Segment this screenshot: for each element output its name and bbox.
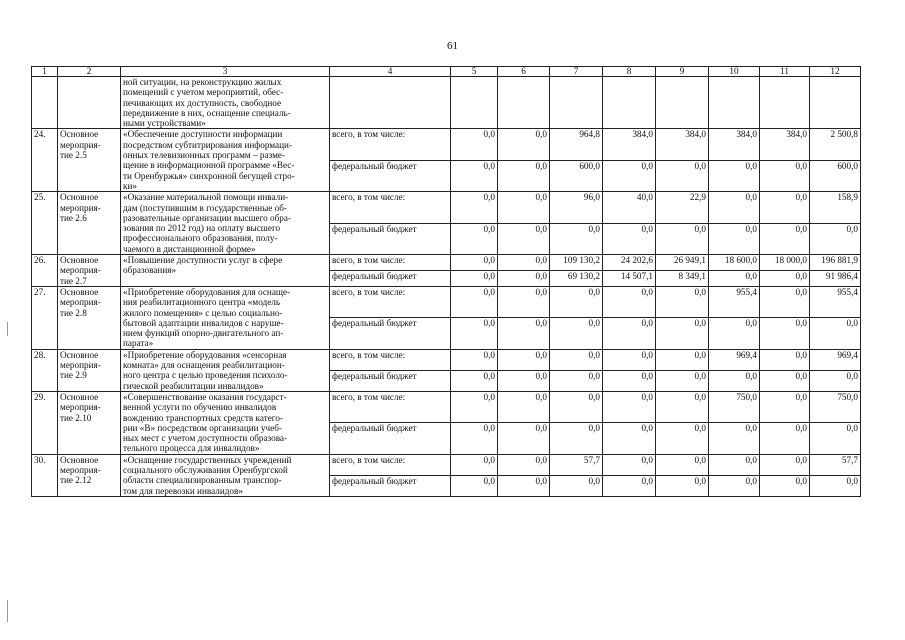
row-number: 27. xyxy=(32,286,58,349)
amount-cell: 0,0 xyxy=(603,475,656,496)
text-line: «Совершенствование оказания государст- xyxy=(123,391,287,402)
amount-cell: 0,0 xyxy=(550,475,603,496)
text-line: Основное xyxy=(60,391,99,402)
text-line: бытовой адаптации инвалидов с наруше- xyxy=(123,317,284,328)
activity-type xyxy=(58,192,121,255)
text-line: Основное xyxy=(60,129,99,140)
row-number: 30. xyxy=(32,454,58,496)
amount-cell: 955,4 xyxy=(810,286,861,317)
activity-title xyxy=(121,454,330,496)
text-line: ки» xyxy=(123,180,137,191)
text-line: мероприя- xyxy=(60,297,101,308)
text-line: Основное xyxy=(60,349,99,360)
text-line: ными устройствами» xyxy=(123,118,206,129)
amount-cell: 0,0 xyxy=(709,454,760,475)
text-line: онных телевизионных программ – разме- xyxy=(123,150,286,161)
amount-cell: 18 600,0 xyxy=(709,255,760,271)
amount-cell: 0,0 xyxy=(709,423,760,454)
header-cell: 5 xyxy=(451,67,498,77)
text-line: «Повышение доступности услуг в сфере xyxy=(123,255,283,266)
empty-cell xyxy=(32,77,58,129)
amount-cell: 109 130,2 xyxy=(550,255,603,271)
text-line: Основное xyxy=(60,192,99,203)
text-line: «Приобретение оборудования «сенсорная xyxy=(123,349,287,360)
header-cell: 3 xyxy=(121,67,330,77)
header-cell: 10 xyxy=(709,67,760,77)
carry-over-row xyxy=(32,77,861,129)
amount-cell: 0,0 xyxy=(451,286,498,317)
table-body xyxy=(32,67,861,497)
header-row xyxy=(32,67,861,77)
text-line: ния реабилитационного центра «модель xyxy=(123,297,281,308)
header-cell: 6 xyxy=(498,67,550,77)
amount-cell: 0,0 xyxy=(451,475,498,496)
text-line: образования» xyxy=(123,265,177,276)
amount-cell: 600,0 xyxy=(810,160,861,191)
amount-cell: 0,0 xyxy=(760,160,810,191)
text-line: социального обслуживания Оренбургской xyxy=(123,464,288,475)
activity-type xyxy=(58,286,121,349)
activity-title xyxy=(121,391,330,454)
text-line: ного центра с целью проведения психоло- xyxy=(123,370,288,381)
text-line: разовательные организации высшего обра- xyxy=(123,212,292,223)
empty-cell xyxy=(709,77,760,129)
row-number: 29. xyxy=(32,391,58,454)
amount-cell: 0,0 xyxy=(451,270,498,286)
amount-cell: 0,0 xyxy=(451,454,498,475)
amount-cell: 0,0 xyxy=(498,423,550,454)
activity-type xyxy=(58,349,121,391)
amount-cell: 0,0 xyxy=(656,370,709,391)
text-line: тие 2.7 xyxy=(60,275,87,286)
amount-cell: 969,4 xyxy=(810,349,861,370)
amount-cell: 0,0 xyxy=(451,160,498,191)
row-number: 26. xyxy=(32,255,58,287)
row-number: 24. xyxy=(32,129,58,192)
text-line: тие 2.5 xyxy=(60,150,87,161)
text-line: рии «В» посредством организации учеб- xyxy=(123,422,282,433)
amount-cell: 0,0 xyxy=(656,160,709,191)
amount-cell: 0,0 xyxy=(709,192,760,223)
carry-over-text xyxy=(121,77,330,129)
amount-cell: 0,0 xyxy=(603,286,656,317)
funding-source: всего, в том числе: xyxy=(330,454,451,475)
table-row xyxy=(32,255,861,271)
text-line: ти Оренбуржья» синхронной бегущей стро- xyxy=(123,170,295,181)
amount-cell: 0,0 xyxy=(760,454,810,475)
amount-cell: 0,0 xyxy=(603,391,656,422)
amount-cell: 0,0 xyxy=(498,129,550,160)
activity-type xyxy=(58,255,121,287)
amount-cell: 0,0 xyxy=(451,318,498,349)
text-line: Основное xyxy=(60,255,99,266)
amount-cell: 0,0 xyxy=(451,129,498,160)
amount-cell: 384,0 xyxy=(603,129,656,160)
amount-cell: 0,0 xyxy=(603,160,656,191)
text-line: профессионального образования, полу- xyxy=(123,233,278,244)
amount-cell: 0,0 xyxy=(498,475,550,496)
amount-cell: 40,0 xyxy=(603,192,656,223)
header-cell: 1 xyxy=(32,67,58,77)
funding-source: всего, в том числе: xyxy=(330,192,451,223)
amount-cell: 14 507,1 xyxy=(603,270,656,286)
row-number: 25. xyxy=(32,192,58,255)
amount-cell: 955,4 xyxy=(709,286,760,317)
table-row xyxy=(32,286,861,317)
amount-cell: 0,0 xyxy=(656,475,709,496)
funding-source: всего, в том числе: xyxy=(330,391,451,422)
text-line: «Оказание материальной помощи инвали- xyxy=(123,192,289,203)
amount-cell: 26 949,1 xyxy=(656,255,709,271)
amount-cell: 0,0 xyxy=(603,349,656,370)
text-line: нием функций опорно-двигательного ап- xyxy=(123,328,284,339)
amount-cell: 196 881,9 xyxy=(810,255,861,271)
text-line: тие 2.8 xyxy=(60,307,87,318)
table-row xyxy=(32,454,861,475)
amount-cell: 69 130,2 xyxy=(550,270,603,286)
funding-source: федеральный бюджет xyxy=(330,223,451,254)
amount-cell: 0,0 xyxy=(498,192,550,223)
amount-cell: 0,0 xyxy=(550,223,603,254)
amount-cell: 0,0 xyxy=(498,223,550,254)
empty-cell xyxy=(498,77,550,129)
amount-cell: 0,0 xyxy=(709,270,760,286)
amount-cell: 0,0 xyxy=(709,223,760,254)
funding-source: всего, в том числе: xyxy=(330,286,451,317)
amount-cell: 2 500,8 xyxy=(810,129,861,160)
text-line: помещений с учетом мероприятий, обес- xyxy=(123,87,284,98)
text-line: парата» xyxy=(123,338,154,349)
margin-mark xyxy=(7,322,8,336)
amount-cell: 8 349,1 xyxy=(656,270,709,286)
amount-cell: 0,0 xyxy=(451,255,498,271)
amount-cell: 964,8 xyxy=(550,129,603,160)
amount-cell: 0,0 xyxy=(656,423,709,454)
amount-cell: 0,0 xyxy=(810,423,861,454)
table-row xyxy=(32,349,861,370)
amount-cell: 0,0 xyxy=(656,318,709,349)
text-line: мероприя- xyxy=(60,402,101,413)
activity-title xyxy=(121,349,330,391)
amount-cell: 0,0 xyxy=(498,318,550,349)
amount-cell: 384,0 xyxy=(760,129,810,160)
amount-cell: 0,0 xyxy=(550,370,603,391)
activity-type xyxy=(58,391,121,454)
activity-title xyxy=(121,255,330,287)
text-line: мероприя- xyxy=(60,464,101,475)
amount-cell: 0,0 xyxy=(760,270,810,286)
text-line: печивающих их доступность, свободное xyxy=(123,97,282,108)
funding-source: федеральный бюджет xyxy=(330,370,451,391)
header-cell: 2 xyxy=(58,67,121,77)
amount-cell: 0,0 xyxy=(760,192,810,223)
amount-cell: 158,9 xyxy=(810,192,861,223)
empty-cell xyxy=(58,77,121,129)
funding-source: федеральный бюджет xyxy=(330,423,451,454)
amount-cell: 0,0 xyxy=(498,286,550,317)
amount-cell: 0,0 xyxy=(760,223,810,254)
amount-cell: 0,0 xyxy=(603,423,656,454)
amount-cell: 0,0 xyxy=(498,270,550,286)
text-line: Основное xyxy=(60,286,99,297)
amount-cell: 0,0 xyxy=(603,370,656,391)
amount-cell: 22,9 xyxy=(656,192,709,223)
empty-cell xyxy=(603,77,656,129)
amount-cell: 0,0 xyxy=(498,391,550,422)
amount-cell: 0,0 xyxy=(498,160,550,191)
amount-cell: 0,0 xyxy=(760,370,810,391)
table-row xyxy=(32,192,861,223)
amount-cell: 0,0 xyxy=(550,423,603,454)
text-line: мероприя- xyxy=(60,360,101,371)
text-line: комната» для оснащения реабилитацион- xyxy=(123,360,285,371)
amount-cell: 0,0 xyxy=(760,286,810,317)
amount-cell: 0,0 xyxy=(810,318,861,349)
text-line: зования по 2012 год) на оплату высшего xyxy=(123,223,281,234)
text-line: тие 2.6 xyxy=(60,212,87,223)
text-line: дам (поступившим в государственные об- xyxy=(123,202,287,213)
amount-cell: 96,0 xyxy=(550,192,603,223)
amount-cell: 750,0 xyxy=(709,391,760,422)
funding-source: всего, в том числе: xyxy=(330,129,451,160)
amount-cell: 0,0 xyxy=(656,223,709,254)
header-cell: 8 xyxy=(603,67,656,77)
text-line: мероприя- xyxy=(60,139,101,150)
amount-cell: 18 000,0 xyxy=(760,255,810,271)
text-line: тельного процесса для инвалидов» xyxy=(123,443,260,454)
funding-source: всего, в том числе: xyxy=(330,255,451,271)
amount-cell: 600,0 xyxy=(550,160,603,191)
funding-source: федеральный бюджет xyxy=(330,318,451,349)
amount-cell: 0,0 xyxy=(810,475,861,496)
empty-cell xyxy=(760,77,810,129)
text-line: гической реабилитации инвалидов» xyxy=(123,380,264,391)
text-line: тие 2.10 xyxy=(60,412,92,423)
funding-source: федеральный бюджет xyxy=(330,475,451,496)
text-line: мероприя- xyxy=(60,265,101,276)
text-line: «Оснащение государственных учреждений xyxy=(123,454,292,465)
header-cell: 12 xyxy=(810,67,861,77)
text-line: посредством субтитрирования информаци- xyxy=(123,139,293,150)
amount-cell: 0,0 xyxy=(656,286,709,317)
empty-cell xyxy=(451,77,498,129)
amount-cell: 0,0 xyxy=(810,370,861,391)
margin-mark xyxy=(7,600,8,622)
activity-type xyxy=(58,129,121,192)
amount-cell: 0,0 xyxy=(760,475,810,496)
amount-cell: 0,0 xyxy=(709,318,760,349)
amount-cell: 0,0 xyxy=(451,370,498,391)
empty-cell xyxy=(330,77,451,129)
amount-cell: 24 202,6 xyxy=(603,255,656,271)
amount-cell: 0,0 xyxy=(603,454,656,475)
amount-cell: 0,0 xyxy=(709,475,760,496)
amount-cell: 0,0 xyxy=(760,318,810,349)
amount-cell: 57,7 xyxy=(810,454,861,475)
text-line: щение в информационной программе «Вес- xyxy=(123,160,295,171)
activity-title xyxy=(121,192,330,255)
activity-type xyxy=(58,454,121,496)
text-line: области специализированным транспор- xyxy=(123,475,282,486)
amount-cell: 0,0 xyxy=(451,423,498,454)
amount-cell: 0,0 xyxy=(498,349,550,370)
text-line: венной услуги по обучению инвалидов xyxy=(123,402,277,413)
row-number: 28. xyxy=(32,349,58,391)
text-line: мероприя- xyxy=(60,202,101,213)
text-line: жилого помещения» с целью социально- xyxy=(123,307,283,318)
amount-cell: 0,0 xyxy=(603,223,656,254)
amount-cell: 0,0 xyxy=(451,192,498,223)
amount-cell: 0,0 xyxy=(810,223,861,254)
header-cell: 11 xyxy=(760,67,810,77)
text-line: тие 2.9 xyxy=(60,370,87,381)
funding-source: федеральный бюджет xyxy=(330,270,451,286)
header-cell: 9 xyxy=(656,67,709,77)
header-cell: 7 xyxy=(550,67,603,77)
table-row xyxy=(32,129,861,160)
budget-table xyxy=(31,66,861,497)
text-line: ной ситуации, на реконструкцию жилых xyxy=(123,77,282,87)
amount-cell: 57,7 xyxy=(550,454,603,475)
amount-cell: 0,0 xyxy=(550,318,603,349)
funding-source: федеральный бюджет xyxy=(330,160,451,191)
amount-cell: 0,0 xyxy=(656,349,709,370)
text-line: передвижение в них, оснащение специаль- xyxy=(123,107,291,118)
text-line: ных мест с учетом доступности образова- xyxy=(123,433,288,444)
page-number: 61 xyxy=(447,40,458,52)
amount-cell: 384,0 xyxy=(709,129,760,160)
amount-cell: 91 986,4 xyxy=(810,270,861,286)
amount-cell: 0,0 xyxy=(760,391,810,422)
text-line: вождению транспортных средств катего- xyxy=(123,412,283,423)
amount-cell: 0,0 xyxy=(451,223,498,254)
empty-cell xyxy=(656,77,709,129)
amount-cell: 0,0 xyxy=(656,391,709,422)
amount-cell: 0,0 xyxy=(760,423,810,454)
funding-source: всего, в том числе: xyxy=(330,349,451,370)
amount-cell: 0,0 xyxy=(498,255,550,271)
amount-cell: 969,4 xyxy=(709,349,760,370)
amount-cell: 0,0 xyxy=(498,454,550,475)
text-line: тие 2.12 xyxy=(60,475,92,486)
amount-cell: 384,0 xyxy=(656,129,709,160)
amount-cell: 0,0 xyxy=(550,391,603,422)
amount-cell: 0,0 xyxy=(451,391,498,422)
header-cell: 4 xyxy=(330,67,451,77)
amount-cell: 750,0 xyxy=(810,391,861,422)
activity-title xyxy=(121,286,330,349)
text-line: «Обеспечение доступности информации xyxy=(123,129,283,140)
text-line: «Приобретение оборудования для оснаще- xyxy=(123,286,291,297)
empty-cell xyxy=(550,77,603,129)
empty-cell xyxy=(810,77,861,129)
amount-cell: 0,0 xyxy=(709,160,760,191)
amount-cell: 0,0 xyxy=(498,370,550,391)
amount-cell: 0,0 xyxy=(656,454,709,475)
text-line: чаемого в дистанционной форме» xyxy=(123,243,256,254)
text-line: том для перевозки инвалидов» xyxy=(123,485,243,496)
amount-cell: 0,0 xyxy=(709,370,760,391)
amount-cell: 0,0 xyxy=(451,349,498,370)
amount-cell: 0,0 xyxy=(550,286,603,317)
amount-cell: 0,0 xyxy=(550,349,603,370)
amount-cell: 0,0 xyxy=(603,318,656,349)
text-line: Основное xyxy=(60,454,99,465)
table-row xyxy=(32,391,861,422)
activity-title xyxy=(121,129,330,192)
amount-cell: 0,0 xyxy=(760,349,810,370)
